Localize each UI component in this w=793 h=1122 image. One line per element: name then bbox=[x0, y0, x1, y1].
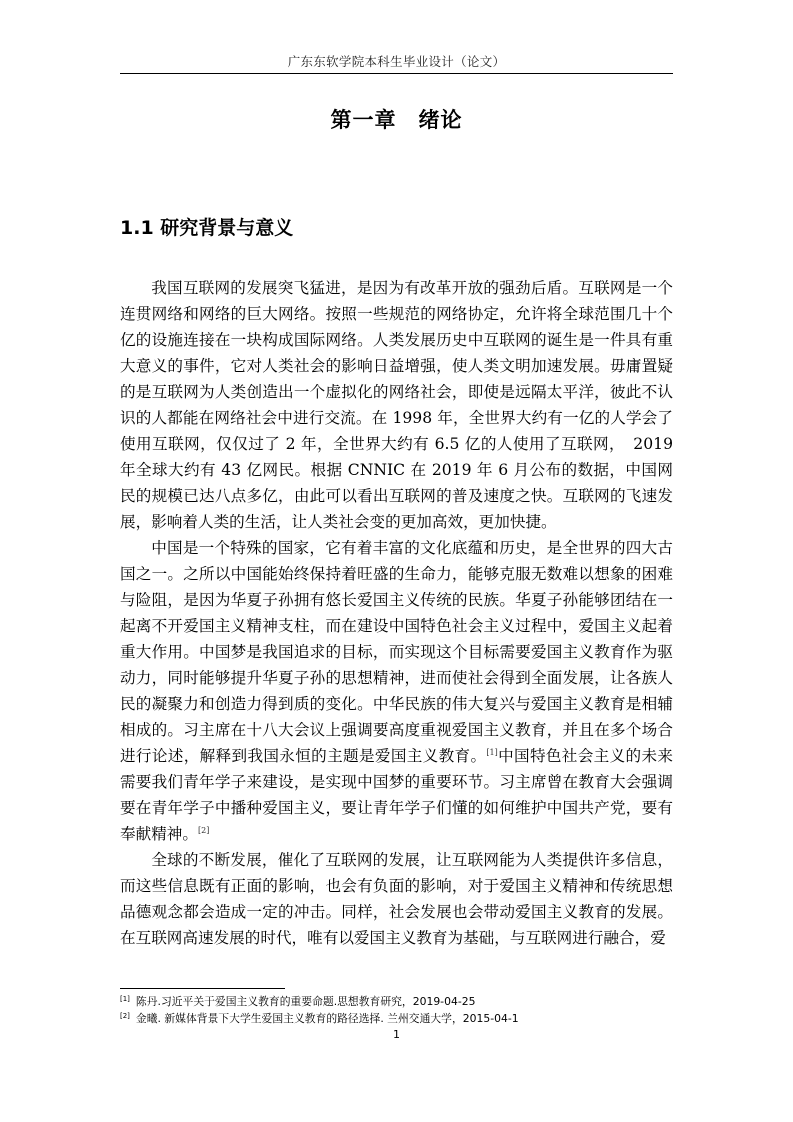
paragraph-3: 全球的不断发展，催化了互联网的发展，让互联网能为人类提供许多信息，而这些信息既有正面的影响，也会有负面的影响，对于爱国主义精神和传统思想品德观念都会造成一定的冲击。同样，社会发展也会带动爱国主义教育的发展。在互联网高速发展的时代，唯有以爱国主义教育为基础，与互联网进行融合，爱 bbox=[120, 851, 673, 947]
chapter-title: 第一章 绪论 bbox=[330, 108, 463, 132]
footnote-marker-1: [1] bbox=[120, 995, 130, 1003]
header-rule bbox=[120, 73, 673, 74]
footnote-marker-2: [2] bbox=[120, 1012, 130, 1020]
citation-ref-2[interactable]: [2] bbox=[197, 826, 210, 835]
page-number: 1 bbox=[393, 1028, 400, 1041]
footnote-1 bbox=[120, 993, 673, 1010]
footnote-2 bbox=[120, 1010, 673, 1027]
paragraph-2 bbox=[120, 535, 673, 847]
running-header: 广东东软学院本科生毕业设计（论文） bbox=[287, 54, 506, 69]
footnotes bbox=[120, 993, 673, 1027]
paragraph-2-part-a: 中国是一个特殊的国家，它有着丰富的文化底蕴和历史，是全世界的四大古国之一。之所以中国能始终保持着旺盛的生命力，能够克服无数难以想象的困难与险阻，是因为华夏子孙拥有悠长爱国主义传统的民族。华夏子孙能够团结在一起离不开爱国主义精神支柱，而在建设中国特色社会主义过程中，爱国主义起着重大作用。中国梦是我国追求的目标，而实现这个目标需要爱国主义教育作为驱动力，同时能够提升华夏子孙的思想精神，进而使社会得到全面发展，让各族人民的凝聚力和创造力得到质的变化。中华民族的伟大复兴与爱国主义教育是相辅相成的。习主席在十八大会议上强调要高度重视爱国主义教育，并且在多个场合进行论述，解释到我国永恒的主题是爱国主义教育。 bbox=[120, 539, 673, 765]
section-title: 1.1 研究背景与意义 bbox=[120, 217, 294, 239]
footnote-text-1: 陈丹.习近平关于爱国主义教育的重要命题.思想教育研究，2019-04-25 bbox=[135, 995, 476, 1008]
body-text bbox=[120, 275, 673, 951]
paragraph-2-part-b: 中国特色社会主义的未来需要我们青年学子来建设，是实现中国梦的重要环节。习主席曾在教育大会强调要在青年学子中播种爱国主义，要让青年学子们懂的如何维护中国共产党，要有奉献精神。 bbox=[120, 747, 673, 843]
citation-ref-1[interactable]: [1] bbox=[486, 748, 498, 757]
footnote-separator bbox=[120, 988, 285, 989]
paragraph-1: 我国互联网的发展突飞猛进，是因为有改革开放的强劲后盾。互联网是一个连贯网络和网络的巨大网络。按照一些规范的网络协定，允许将全球范围几十个亿的设施连接在一块构成国际网络。人类发展历史中互联网的诞生是一件具有重大意义的事件，它对人类社会的影响日益增强，使人类文明加速发展。毋庸置疑的是互联网为人类创造出一个虚拟化的网络社会，即使是远隔太平洋，彼此不认识的人都能在网络社会中进行交流。在 1998 年，全世界大约有一亿的人学会了使用互联网，仅仅过了 2 年，全世界大约有 6.5 亿的人使用了互联网， 2019 年全球大约有 43 亿网民。根据 CNNIC 在 2019 年 6 月公布的数据，中国网民的规模已达八点多亿，由此可以看出互联网的普及速度之快。互联网的飞速发展，影响着人类的生活，让人类社会变的更加高效，更加快捷。 bbox=[120, 279, 673, 531]
footnote-text-2: 金曦. 新媒体背景下大学生爱国主义教育的路径选择. 兰州交通大学，2015-04-1 bbox=[135, 1012, 519, 1025]
